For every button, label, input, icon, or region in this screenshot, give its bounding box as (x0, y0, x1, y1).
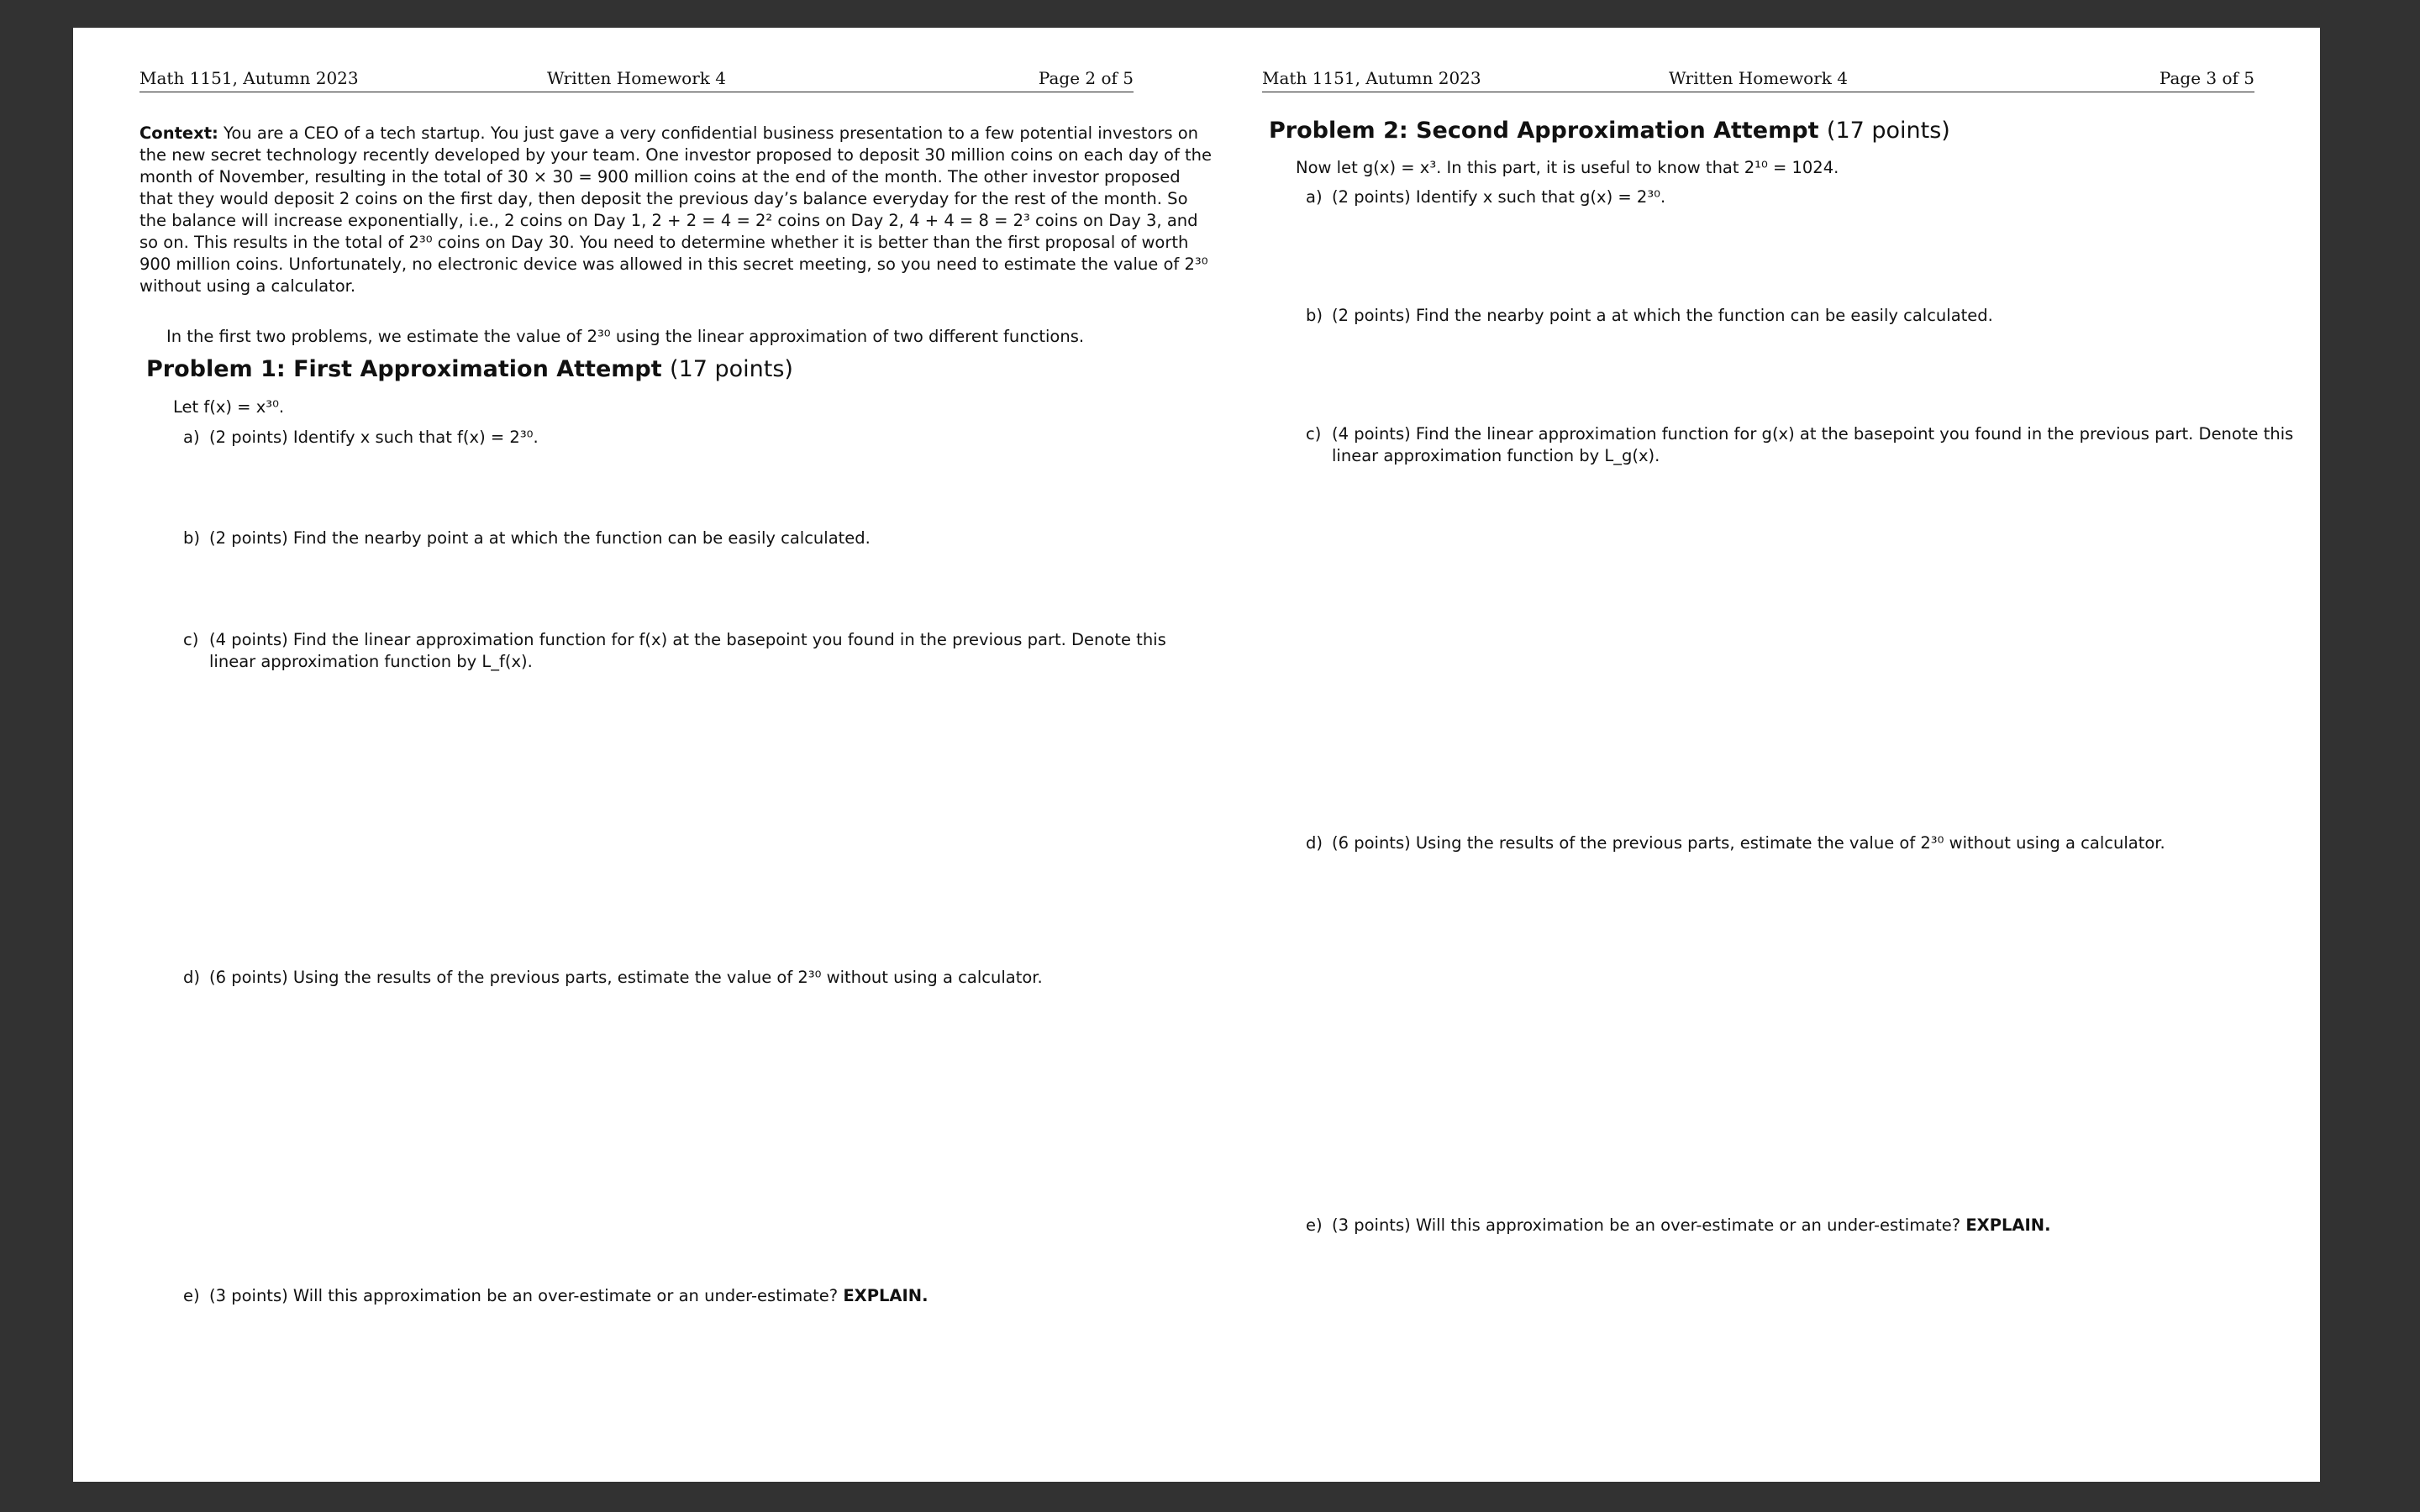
problem-title-text: Problem 2: Second Approximation Attempt (1269, 118, 1819, 144)
part-label: e) (183, 1286, 200, 1305)
running-header (139, 68, 1134, 92)
problem-2-part-d (1306, 832, 2254, 854)
part-text: (6 points) Using the results of the previous parts, estimate the value of 2³⁰ without using a calculator. (1332, 833, 2165, 853)
problem-1-part-b (183, 528, 1134, 549)
header-page-number: Page 2 of 5 (1038, 68, 1134, 88)
part-label: c) (1306, 424, 1322, 444)
part-label: e) (1306, 1215, 1323, 1235)
part-text: (3 points) Will this approximation be an over-estimate or an under-estimate? (1332, 1215, 1961, 1235)
page-3 (1262, 28, 2294, 1482)
document-viewer-canvas (73, 28, 2320, 1482)
part-text: linear approximation function by L_g(x). (1332, 446, 1660, 465)
header-course: Math 1151, Autumn 2023 (139, 68, 359, 88)
problem-title-text: Problem 1: First Approximation Attempt (146, 356, 662, 382)
header-page-number: Page 3 of 5 (2159, 68, 2254, 88)
problem-1-title (146, 356, 793, 382)
explain-emphasis: EXPLAIN. (843, 1286, 929, 1305)
part-label: a) (183, 428, 200, 447)
context-line: the balance will increase exponentially, i.e., 2 coins on Day 1, 2 + 2 = 4 = 2² coins on Day 2, 4 + 4 = 8 = 2³ coins on Day 3, and (139, 211, 1198, 230)
header-course: Math 1151, Autumn 2023 (1262, 68, 1481, 88)
problem-2-part-e (1306, 1215, 2254, 1236)
part-label: d) (183, 968, 200, 987)
problem-points: (17 points) (670, 356, 793, 382)
header-title: Written Homework 4 (547, 68, 726, 88)
problem-1-statement: Let f(x) = x³⁰. (173, 397, 285, 417)
running-header (1262, 68, 2254, 92)
problem-1-part-a (183, 427, 1134, 449)
explain-emphasis: EXPLAIN. (1965, 1215, 2051, 1235)
problem-2-statement: Now let g(x) = x³. In this part, it is useful to know that 2¹⁰ = 1024. (1296, 158, 1839, 177)
part-text: (4 points) Find the linear approximation function for f(x) at the basepoint you found in the previous part. Denote this (209, 630, 1166, 649)
part-text: (2 points) Identify x such that g(x) = 2³⁰. (1332, 187, 1666, 207)
context-line: the new secret technology recently developed by your team. One investor proposed to deposit 30 million coins on each day of the (139, 145, 1213, 165)
context-line: without using a calculator. (139, 276, 356, 296)
part-text: (3 points) Will this approximation be an over-estimate or an under-estimate? (209, 1286, 839, 1305)
part-text: (6 points) Using the results of the previous parts, estimate the value of 2³⁰ without using a calculator. (209, 968, 1043, 987)
context-line: You are a CEO of a tech startup. You just gave a very confidential business presentation to a few potential investors on (218, 123, 1198, 143)
part-label: a) (1306, 187, 1323, 207)
page-2 (139, 28, 1213, 1482)
part-label: c) (183, 630, 199, 649)
problem-2-part-b (1306, 305, 2254, 327)
context-line: month of November, resulting in the total of 30 × 30 = 900 million coins at the end of the month. The other investor proposed (139, 167, 1181, 186)
problem-1-part-e (183, 1285, 1134, 1307)
problem-1-part-d (183, 967, 1134, 989)
context-line: that they would deposit 2 coins on the first day, then deposit the previous day’s balance everyday for the rest of the month. So (139, 189, 1188, 208)
context-line: so on. This results in the total of 2³⁰ coins on Day 30. You need to determine whether it is better than the first proposal of worth (139, 233, 1189, 252)
context-label: Context: (139, 123, 218, 143)
intro-text: In the first two problems, we estimate the value of 2³⁰ using the linear approximation of two different functions. (166, 327, 1085, 346)
part-text: (2 points) Find the nearby point a at which the function can be easily calculated. (1332, 306, 1993, 325)
part-text: (2 points) Identify x such that f(x) = 2³⁰. (209, 428, 539, 447)
problem-2-title (1269, 118, 1950, 144)
part-label: b) (1306, 306, 1323, 325)
context-paragraph (139, 123, 1213, 297)
problem-2-part-a (1306, 186, 2254, 208)
part-label: b) (183, 528, 200, 548)
problem-2-part-c (1306, 423, 2294, 467)
problem-points: (17 points) (1826, 118, 1950, 144)
part-text: linear approximation function by L_f(x). (209, 652, 533, 671)
part-label: d) (1306, 833, 1323, 853)
part-text: (2 points) Find the nearby point a at which the function can be easily calculated. (209, 528, 871, 548)
header-title: Written Homework 4 (1669, 68, 1848, 88)
problem-1-part-c (183, 629, 1166, 673)
context-line: 900 million coins. Unfortunately, no electronic device was allowed in this secret meeting, so you need to estimate the value of 2³⁰ (139, 255, 1208, 274)
part-text: (4 points) Find the linear approximation function for g(x) at the basepoint you found in the previous part. Denote this (1332, 424, 2294, 444)
